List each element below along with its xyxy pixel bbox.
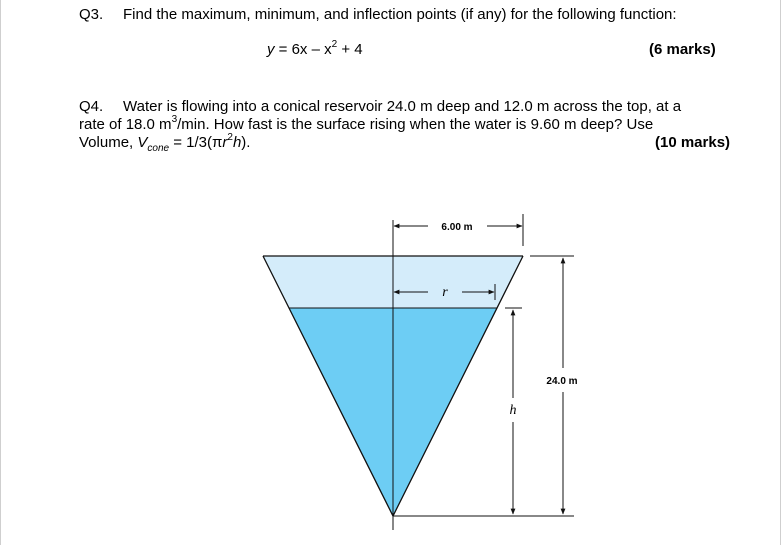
- q3-function-equation: $y = 6x - x^2 + 4$: [267, 39, 363, 58]
- q4-line-2: rate of 18.0 $m^3/\min$. How fast is the surface rising when the water is 9.60 m deep? Use: [79, 114, 654, 133]
- depth-label: 24.0 m: [546, 376, 578, 387]
- q4-number: Q4.: [79, 98, 104, 115]
- h-variable-label: h: [509, 403, 517, 418]
- q3-question-text: Find the maximum, minimum, and inflection points (if any) for the following function:: [123, 6, 677, 23]
- q3-number: Q3.: [79, 6, 104, 23]
- q4-line-1: Water is flowing into a conical reservoir 24.0 m deep and 12.0 m across the top, at a: [123, 98, 682, 115]
- r-variable-label: r: [442, 285, 448, 300]
- q4-marks: (10 marks): [655, 134, 731, 151]
- top-radius-label: 6.00 m: [441, 222, 473, 233]
- q4-line-3-volume-formula: Volume, $V_{cone} = 1/3(\pi r^2h)$.: [79, 132, 251, 154]
- q3-marks: (6 marks): [649, 41, 716, 58]
